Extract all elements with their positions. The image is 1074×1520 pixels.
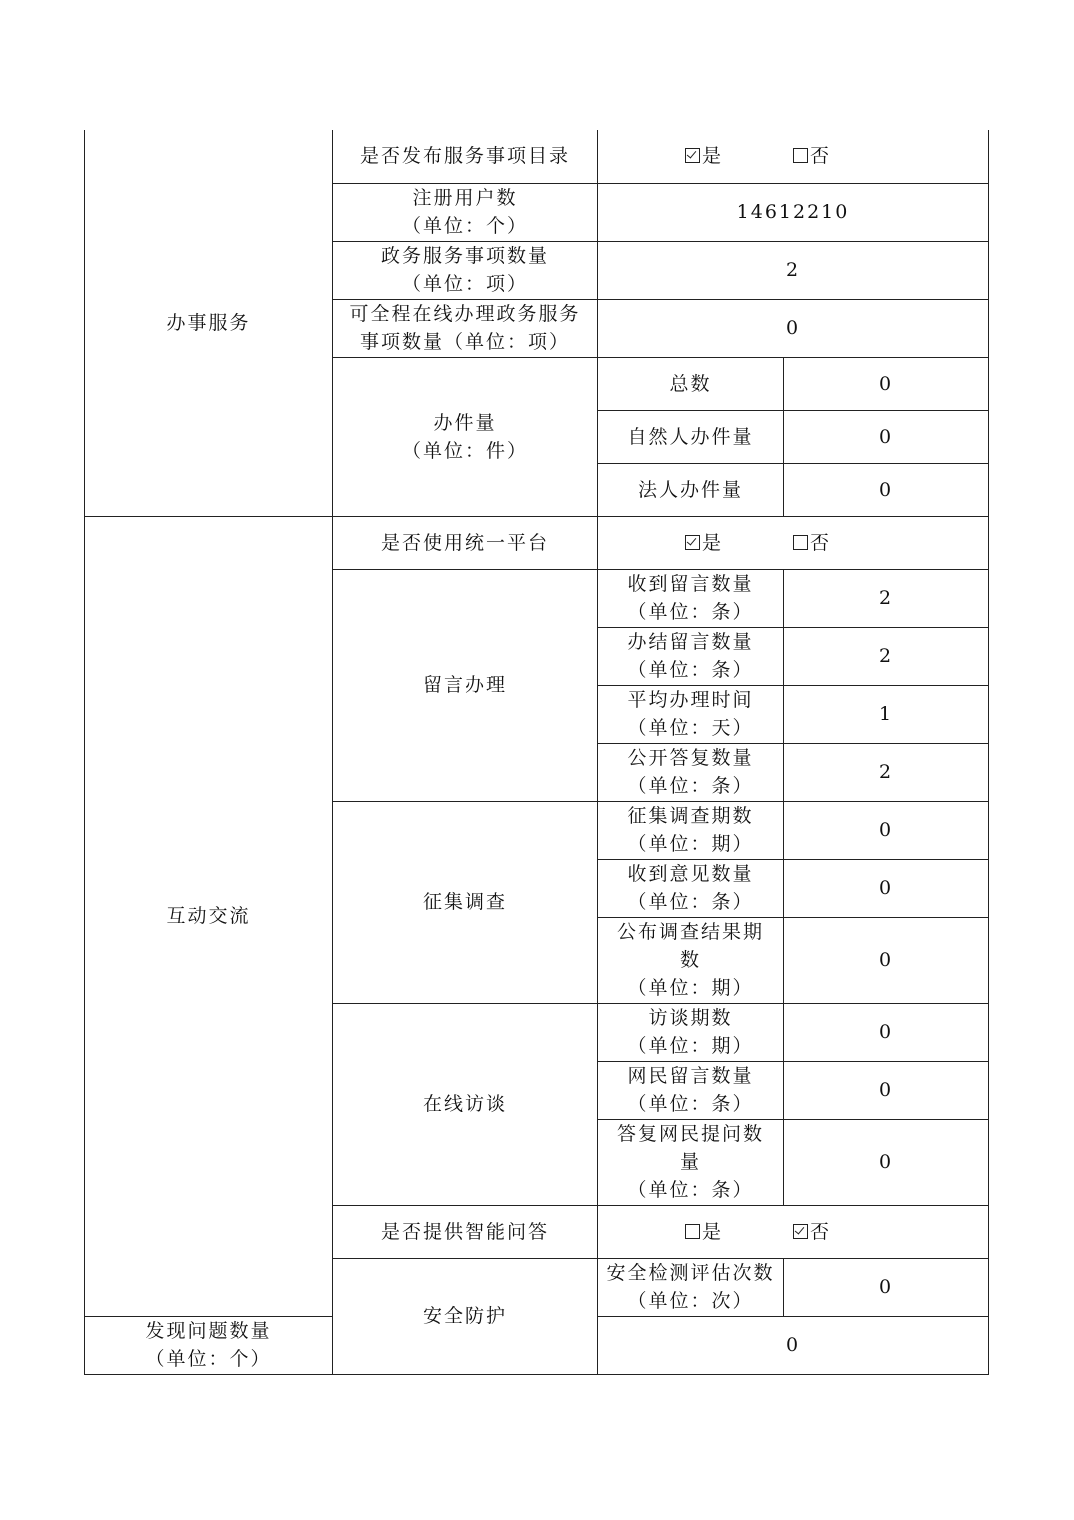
volume-label: 办件量 （单位：件） <box>333 357 598 516</box>
platform-label: 是否使用统一平台 <box>333 516 598 569</box>
interview-replies-value: 0 <box>784 1119 989 1205</box>
msg-finished-label: 办结留言数量 （单位：条） <box>598 627 784 685</box>
empty-box-icon <box>793 535 808 550</box>
interview-netizen-msgs-label: 网民留言数量 （单位：条） <box>598 1061 784 1119</box>
msg-received-value: 2 <box>784 569 989 627</box>
catalog-options <box>598 130 989 183</box>
users-value: 14612210 <box>598 183 989 241</box>
interview-periods-label: 访谈期数 （单位：期） <box>598 1003 784 1061</box>
msg-avg-time-value: 1 <box>784 685 989 743</box>
volume-natural-value: 0 <box>784 410 989 463</box>
interview-label: 在线访谈 <box>333 1003 598 1205</box>
catalog-no-option[interactable]: 否 <box>793 142 901 170</box>
volume-legal-value: 0 <box>784 463 989 516</box>
empty-box-icon <box>685 1224 700 1239</box>
smart-qa-options <box>598 1205 989 1258</box>
smart-qa-yes-option[interactable]: 是 <box>685 1218 793 1246</box>
interview-periods-value: 0 <box>784 1003 989 1061</box>
assessments-label: 安全检测评估次数 （单位：次） <box>598 1258 784 1316</box>
online-items-label: 可全程在线办理政务服务 事项数量（单位：项） <box>333 299 598 357</box>
users-label: 注册用户数 （单位：个） <box>333 183 598 241</box>
issues-value: 0 <box>598 1316 989 1374</box>
platform-options <box>598 516 989 569</box>
items-value: 2 <box>598 241 989 299</box>
survey-periods-label: 征集调查期数 （单位：期） <box>598 801 784 859</box>
interview-netizen-msgs-value: 0 <box>784 1061 989 1119</box>
survey-opinions-value: 0 <box>784 859 989 917</box>
volume-natural-label: 自然人办件量 <box>598 410 784 463</box>
msg-received-label: 收到留言数量 （单位：条） <box>598 569 784 627</box>
volume-total-label: 总数 <box>598 357 784 410</box>
messages-label: 留言办理 <box>333 569 598 801</box>
table-row <box>85 516 989 569</box>
platform-no-option[interactable]: 否 <box>793 529 901 557</box>
survey-periods-value: 0 <box>784 801 989 859</box>
checked-box-icon <box>685 148 700 163</box>
survey-opinions-label: 收到意见数量 （单位：条） <box>598 859 784 917</box>
report-table <box>84 130 989 1375</box>
section-anquan-title: 安全防护 <box>333 1258 598 1374</box>
checked-box-icon <box>685 535 700 550</box>
issues-label: 发现问题数量 （单位：个） <box>85 1316 333 1374</box>
catalog-yes-option[interactable]: 是 <box>685 142 793 170</box>
assessments-value: 0 <box>784 1258 989 1316</box>
volume-legal-label: 法人办件量 <box>598 463 784 516</box>
catalog-label: 是否发布服务事项目录 <box>333 130 598 183</box>
section-hudong-title: 互动交流 <box>85 516 333 1316</box>
items-label: 政务服务事项数量 （单位：项） <box>333 241 598 299</box>
msg-public-value: 2 <box>784 743 989 801</box>
survey-results-value: 0 <box>784 917 989 1003</box>
survey-results-label: 公布调查结果期 数 （单位：期） <box>598 917 784 1003</box>
survey-label: 征集调查 <box>333 801 598 1003</box>
section-banshi-title: 办事服务 <box>85 130 333 516</box>
volume-total-value: 0 <box>784 357 989 410</box>
smart-qa-no-option[interactable]: 否 <box>793 1218 901 1246</box>
msg-finished-value: 2 <box>784 627 989 685</box>
msg-public-label: 公开答复数量 （单位：条） <box>598 743 784 801</box>
smart-qa-label: 是否提供智能问答 <box>333 1205 598 1258</box>
empty-box-icon <box>793 148 808 163</box>
checked-box-icon <box>793 1224 808 1239</box>
online-items-value: 0 <box>598 299 989 357</box>
interview-replies-label: 答复网民提问数 量 （单位：条） <box>598 1119 784 1205</box>
platform-yes-option[interactable]: 是 <box>685 529 793 557</box>
table-row <box>85 130 989 183</box>
msg-avg-time-label: 平均办理时间 （单位：天） <box>598 685 784 743</box>
